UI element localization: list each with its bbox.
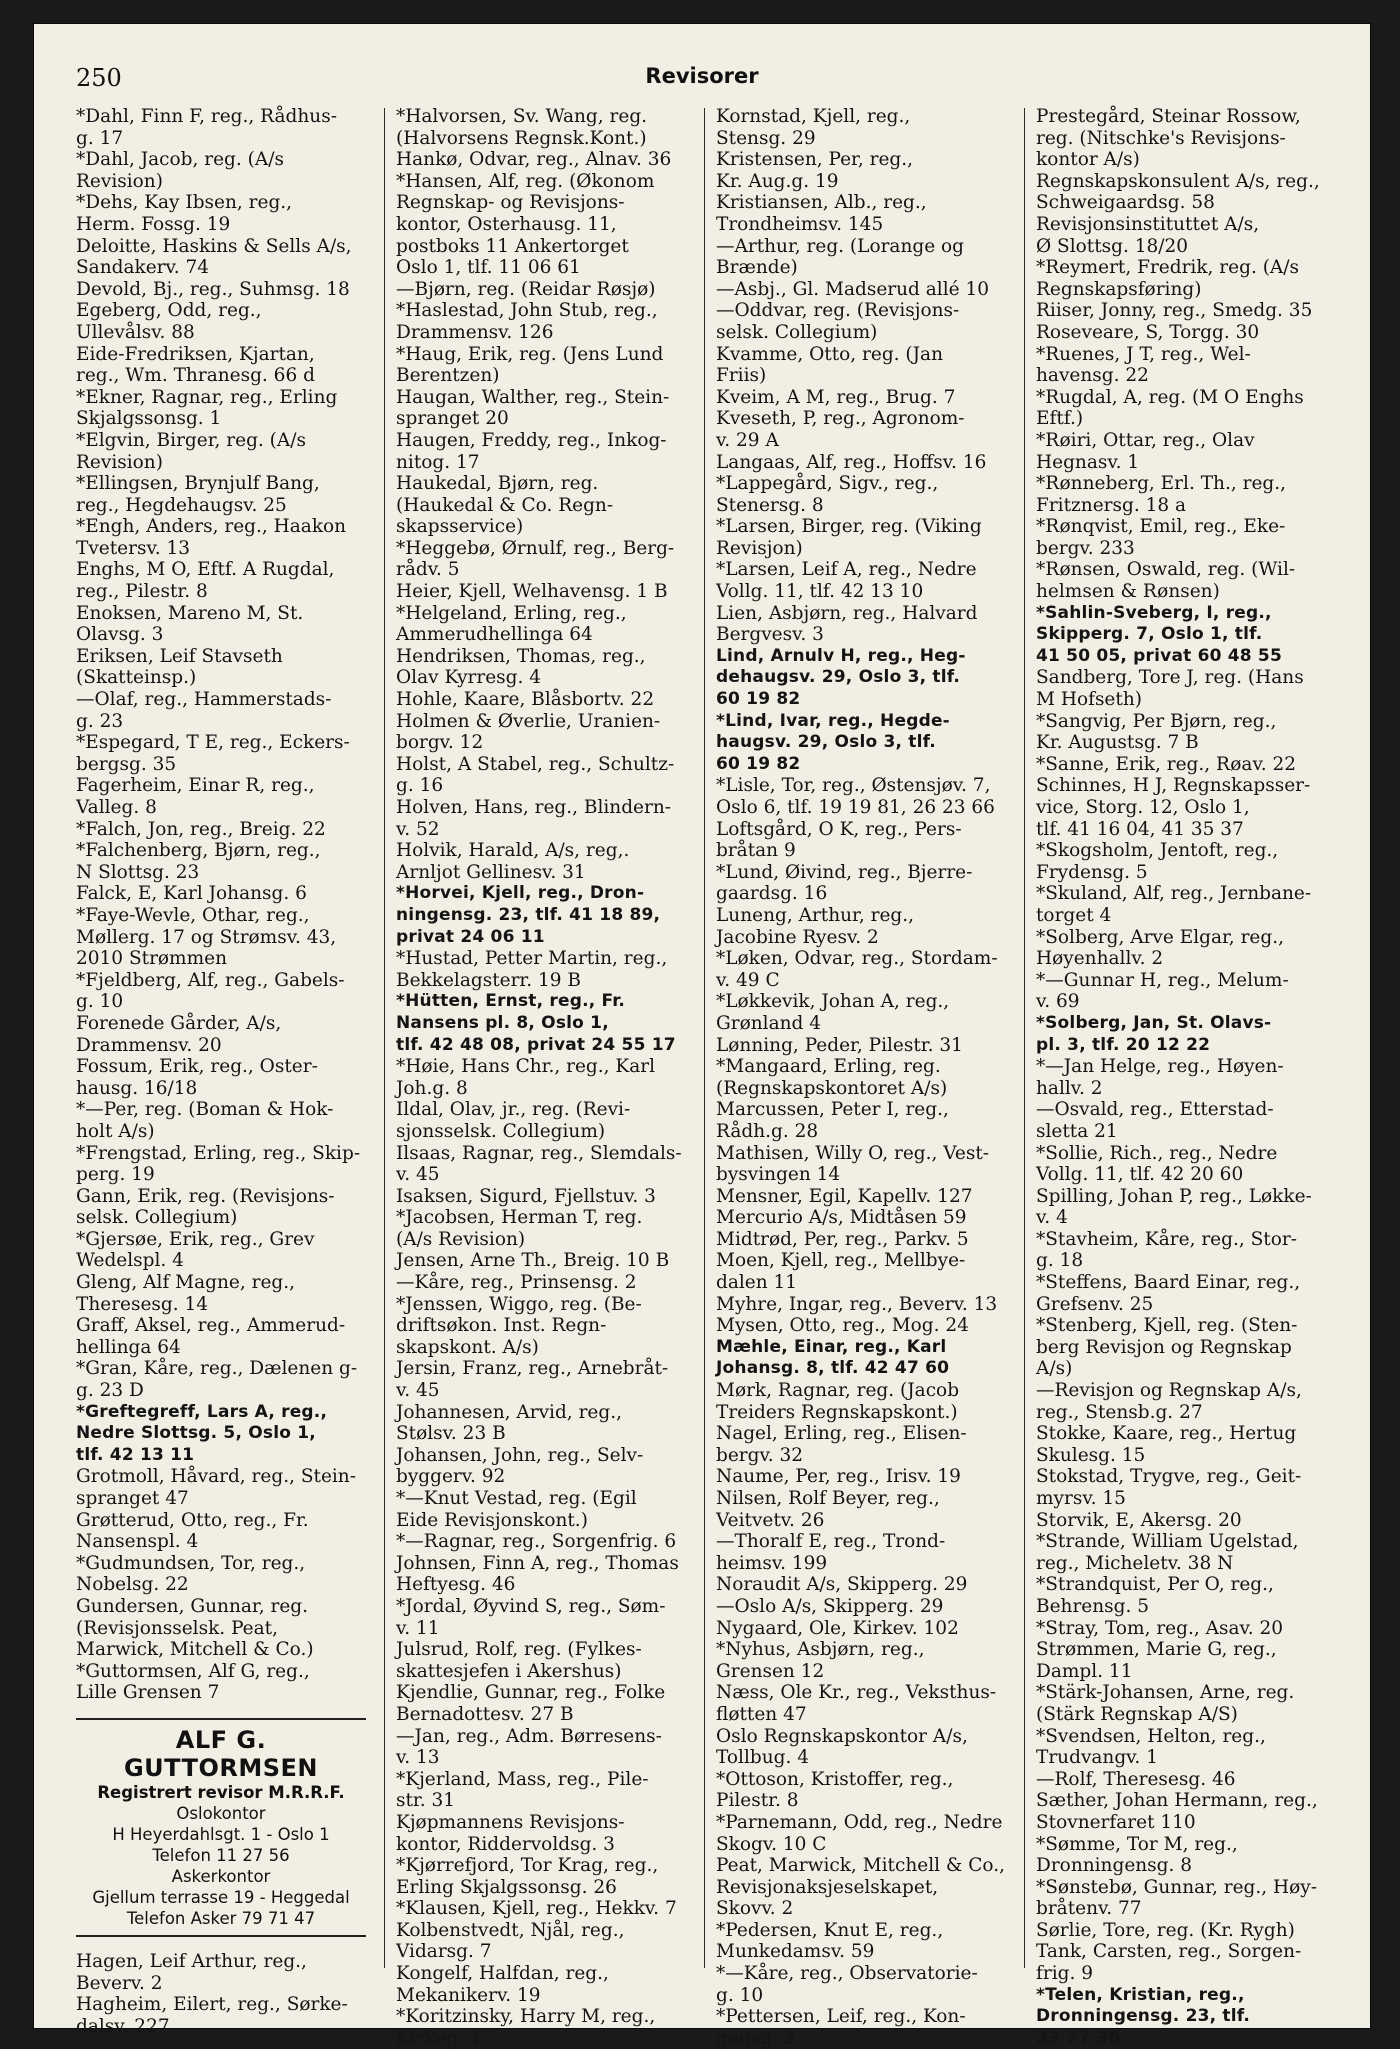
directory-entry: *Høie, Hans Chr., reg., Karl Joh.g. 8 — [396, 1056, 656, 1099]
directory-entry: Spilling, Johan P, reg., Løkke- v. 4 — [1036, 1185, 1312, 1229]
directory-entry: Johannesen, Arvid, reg., Stølsv. 23 B — [396, 1401, 622, 1445]
directory-entry: Luneng, Arthur, reg., Jacobine Ryesv. 2 — [716, 904, 915, 948]
directory-entry: *Svendsen, Helton, reg., Trudvangv. 1 — [1036, 1725, 1266, 1769]
directory-entry: Isaksen, Sigurd, Fjellstuv. 3 — [396, 1185, 656, 1207]
directory-entry: *Stavheim, Kåre, reg., Stor- g. 18 — [1036, 1228, 1297, 1272]
directory-entry: Johansen, John, reg., Selv- byggerv. 92 — [396, 1444, 644, 1488]
directory-entry: *Solberg, Arve Elgar, reg., Høyenhallv. 2 — [1036, 926, 1284, 970]
directory-entry: Graff, Aksel, reg., Ammerud- hellinga 64 — [76, 1315, 346, 1358]
directory-entry: Kornstad, Kjell, reg., Stensg. 29 — [716, 106, 911, 149]
directory-entry: Enghs, M O, Eftf. A Rugdal, reg., Pilestr. 8 — [76, 559, 335, 603]
directory-entry: Roseveare, S, Torgg. 30 — [1036, 321, 1260, 343]
directory-entry: *Gjersøe, Erik, reg., Grev Wedelspl. 4 — [76, 1228, 315, 1272]
directory-entry: Hagen, Leif Arthur, reg., Beverv. 2 — [76, 1950, 307, 1994]
directory-entry: Nilsen, Rolf Beyer, reg., Veitvetv. 26 — [716, 1488, 940, 1531]
directory-entry: *Telen, Kristian, reg., Dronningensg. 23, tlf. 33 77 36 — [1036, 1984, 1251, 2048]
directory-entry: *Lind, Ivar, reg., Hegde- haugsv. 29, Oslo 3, tlf. 60 19 82 — [716, 710, 950, 774]
directory-entry: *Dahl, Finn F, reg., Rådhus- g. 17 — [76, 106, 337, 149]
directory-entry: —Olaf, reg., Hammerstads- g. 23 — [76, 689, 332, 732]
directory-entry: Haukedal, Bjørn, reg. (Haukedal & Co. Regn- skapsservice) — [396, 473, 614, 538]
directory-entry: *—Jan Helge, reg., Høyen- hallv. 2 — [1036, 1056, 1284, 1099]
directory-entry: Mæhle, Einar, reg., Karl Johansg. 8, tlf. 42 47 60 — [716, 1336, 950, 1379]
column-1 — [76, 106, 366, 2037]
directory-entry: *Jordal, Øyvind S, reg., Søm- v. 11 — [396, 1595, 666, 1639]
directory-entry: *Jenssen, Wiggo, reg. (Be- driftsøkon. Inst. Regn- skapskont. A/s) — [396, 1293, 642, 1358]
directory-entry: —Oddvar, reg. (Revisjons- selsk. Collegium) — [716, 300, 960, 343]
directory-entry: *Solberg, Jan, St. Olavs- pl. 3, tlf. 20 12 22 — [1036, 1012, 1272, 1055]
directory-entry: Kvamme, Otto, reg. (Jan Friis) — [716, 343, 944, 387]
directory-entry: Mysen, Otto, reg., Mog. 24 — [716, 1315, 969, 1337]
directory-entry: *—Kåre, reg., Observatorie- g. 10 — [716, 1963, 978, 2006]
directory-entry: Falck, E, Karl Johansg. 6 — [76, 883, 307, 905]
column-4 — [1036, 106, 1326, 2048]
column-divider — [384, 108, 385, 1968]
page-number: 250 — [76, 64, 122, 92]
directory-entry: *Faye-Wevle, Othar, reg., Møllerg. 17 og Strømsv. 43, 2010 Strømmen — [76, 904, 337, 970]
directory-entry: *Heggebø, Ørnulf, reg., Berg- rådv. 5 — [396, 537, 675, 581]
directory-entry: —Osvald, reg., Etterstad- sletta 21 — [1036, 1099, 1274, 1142]
directory-entry: *Steffens, Baard Einar, reg., Grefsenv. 25 — [1036, 1272, 1301, 1315]
directory-entry: Gleng, Alf Magne, reg., Theresesg. 14 — [76, 1272, 296, 1315]
directory-entry: Noraudit A/s, Skipperg. 29 — [716, 1574, 968, 1596]
directory-entry: *—Gunnar H, reg., Melum- v. 69 — [1036, 969, 1289, 1013]
directory-entry: *Stärk-Johansen, Arne, reg. (Stärk Regnskap A/S) — [1036, 1682, 1295, 1725]
directory-entry: Egeberg, Odd, reg., Ullevålsv. 88 — [76, 300, 262, 343]
directory-entry: Deloitte, Haskins & Sells A/s, Sandakerv. 74 — [76, 235, 352, 279]
directory-entry: *Ottoson, Kristoffer, reg., Pilestr. 8 — [716, 1768, 954, 1812]
directory-columns — [76, 106, 1328, 2049]
directory-entry: *Ellingsen, Brynjulf Bang, reg., Hegdehaugsv. 25 — [76, 473, 320, 516]
directory-entry: *Mangaard, Erling, reg. (Regnskapskontoret A/s) — [716, 1056, 948, 1099]
directory-entry: Langaas, Alf, reg., Hoffsv. 16 — [716, 451, 987, 473]
directory-entry: —Oslo A/s, Skipperg. 29 — [716, 1595, 944, 1617]
directory-entry: *Dahl, Jacob, reg. (A/s Revision) — [76, 149, 284, 192]
directory-entry: *Lappegård, Sigv., reg., Stenersg. 8 — [716, 473, 939, 516]
directory-entry: Forenede Gårder, A/s, Drammensv. 20 — [76, 1012, 282, 1056]
column-2-entries — [396, 106, 686, 2049]
advertisement-lines — [76, 1782, 366, 1929]
directory-entry: —Revisjon og Regnskap A/s, reg., Stensb.g. 27 — [1036, 1380, 1302, 1423]
directory-entry: Holst, A Stabel, reg., Schultz- g. 16 — [396, 753, 675, 797]
directory-entry: Regnskapskonsulent A/s, reg., Schweigaardsg. 58 — [1036, 170, 1320, 214]
directory-entry: Stokke, Kaare, reg., Hertug Skulesg. 15 — [1036, 1423, 1297, 1466]
column-3 — [716, 106, 1006, 2049]
advertisement-line: Telefon 11 27 56 — [152, 1845, 290, 1865]
directory-entry: Jensen, Arne Th., Breig. 10 B — [396, 1250, 670, 1272]
directory-entry: Hendriksen, Thomas, reg., Olav Kyrresg. 4 — [396, 645, 646, 689]
directory-entry: Riiser, Jonny, reg., Smedg. 35 — [1036, 300, 1313, 322]
directory-entry: Gundersen, Gunnar, reg. (Revisjonsselsk. Peat, Marwick, Mitchell & Co.) — [76, 1595, 314, 1661]
directory-entry: *Nyhus, Asbjørn, reg., Grensen 12 — [716, 1639, 925, 1682]
directory-entry: Oslo Regnskapskontor A/s, Tollbug. 4 — [716, 1725, 968, 1769]
column-divider — [1024, 108, 1025, 1968]
directory-entry: *Strande, William Ugelstad, reg., Micheletv. 38 N — [1036, 1531, 1299, 1574]
directory-entry: *Greftegreff, Lars A, reg., Nedre Slottsg. 5, Oslo 1, tlf. 42 13 11 — [76, 1401, 328, 1465]
directory-entry: Midtrød, Per, reg., Parkv. 5 — [716, 1228, 969, 1250]
directory-entry: *Stenberg, Kjell, reg. (Sten- berg Revisjon og Regnskap A/s) — [1036, 1315, 1298, 1380]
directory-entry: *Sangvig, Per Bjørn, reg., Kr. Augustsg. 7 B — [1036, 710, 1277, 754]
directory-entry: *Jacobsen, Herman T, reg. (A/s Revision) — [396, 1207, 643, 1250]
section-title: Revisorer — [645, 64, 759, 88]
directory-entry: *Horvei, Kjell, reg., Dron- ningensg. 23, tlf. 41 18 89, privat 24 06 11 — [396, 883, 661, 947]
directory-page — [34, 24, 1370, 2049]
directory-entry: Eriksen, Leif Stavseth (Skatteinsp.) — [76, 645, 283, 689]
directory-entry: —Arthur, reg. (Lorange og Brænde) — [716, 235, 965, 279]
directory-entry: Grøtterud, Otto, reg., Fr. Nansenspl. 4 — [76, 1509, 309, 1553]
directory-entry: Lønning, Peder, Pilestr. 31 — [716, 1034, 963, 1056]
directory-entry: Haugen, Freddy, reg., Inkog- nitog. 17 — [396, 429, 667, 473]
directory-entry: *Løkkevik, Johan A, reg., Grønland 4 — [716, 991, 950, 1034]
directory-entry: Enoksen, Mareno M, St. Olavsg. 3 — [76, 602, 304, 646]
directory-entry: Mathisen, Willy O, reg., Vest- bysvingen 14 — [716, 1142, 990, 1186]
directory-entry: Fagerheim, Einar R, reg., Valleg. 8 — [76, 775, 315, 818]
directory-entry: *Gudmundsen, Tor, reg., Nobelsg. 22 — [76, 1552, 306, 1596]
directory-entry: *Guttormsen, Alf G, reg., Lille Grensen 7 — [76, 1660, 310, 1704]
directory-entry: Sæther, Johan Hermann, reg., Stovnerfaret 110 — [1036, 1790, 1318, 1833]
directory-entry: *Hustad, Petter Martin, reg., Bekkelagsterr. 19 B — [396, 948, 668, 991]
directory-entry: Jersin, Franz, reg., Arnebråt- v. 45 — [396, 1358, 669, 1402]
directory-entry: *—Per, reg. (Boman & Hok- holt A/s) — [76, 1099, 334, 1142]
directory-entry: *Hansen, Alf, reg. (Økonom Regnskap- og Revisjons- kontor, Osterhausg. 11, postboks 11 Ankertorget Oslo 1, tlf. 11 06 61 — [396, 170, 655, 279]
directory-entry: Kveseth, P, reg., Agronom- v. 29 A — [716, 408, 965, 451]
directory-entry: Prestegård, Steinar Rossow, reg. (Nitschke's Revisjons- kontor A/s) — [1036, 106, 1301, 171]
column-divider — [704, 108, 705, 1968]
directory-entry: *Haug, Erik, reg. (Jens Lund Berentzen) — [396, 343, 664, 387]
directory-entry: Mensner, Egil, Kapellv. 127 — [716, 1185, 973, 1207]
directory-entry: *Larsen, Leif A, reg., Nedre Vollg. 11, tlf. 42 13 10 — [716, 559, 977, 603]
directory-entry: Schinnes, H J, Regnskapsser- vice, Storg. 12, Oslo 1, tlf. 41 16 04, 41 35 37 — [1036, 775, 1311, 840]
advertisement-line: Oslokontor — [176, 1803, 266, 1823]
directory-entry: *Lund, Øivind, reg., Bjerre- gaardsg. 16 — [716, 861, 973, 905]
directory-entry: —Bjørn, reg. (Reidar Røsjø) — [396, 278, 656, 300]
directory-entry: *Dehs, Kay Ibsen, reg., Herm. Fossg. 19 — [76, 192, 293, 235]
directory-entry: *Rønqvist, Emil, reg., Eke- bergv. 233 — [1036, 516, 1286, 559]
directory-entry: Ilsaas, Ragnar, reg., Slemdals- v. 45 — [396, 1142, 682, 1186]
directory-entry: Stokstad, Trygve, reg., Geit- myrsv. 15 — [1036, 1466, 1302, 1509]
directory-entry: *Lisle, Tor, reg., Østensjøv. 7, Oslo 6, tlf. 19 19 81, 26 23 66 — [716, 775, 995, 818]
directory-entry: *Klausen, Kjell, reg., Hekkv. 7 — [396, 1898, 677, 1920]
column-4-entries — [1036, 106, 1326, 2049]
directory-entry: *Helgeland, Erling, reg., Ammerudhellinga 64 — [396, 602, 627, 646]
directory-entry: Ildal, Olav, jr., reg. (Revi- sjonsselsk. Collegium) — [396, 1099, 631, 1142]
directory-entry: *Larsen, Birger, reg. (Viking Revisjon) — [716, 516, 982, 559]
directory-entry: *Reymert, Fredrik, reg. (A/s Regnskapsføring) — [1036, 257, 1300, 300]
directory-entry: Grotmoll, Håvard, reg., Stein- spranget 47 — [76, 1466, 356, 1509]
directory-entry: *Sanne, Erik, reg., Røav. 22 — [1036, 753, 1297, 775]
directory-entry: Kolbenstvedt, Njål, reg., Vidarsg. 7 — [396, 1919, 625, 1963]
directory-entry: Kristensen, Per, reg., Kr. Aug.g. 19 — [716, 149, 914, 192]
column-2 — [396, 106, 686, 2049]
directory-entry: Julsrud, Rolf, reg. (Fylkes- skattesjefen i Akershus) — [396, 1639, 642, 1682]
directory-entry: *Sollie, Rich., reg., Nedre Vollg. 11, tlf. 42 20 60 — [1036, 1142, 1278, 1186]
directory-entry: *Skuland, Alf, reg., Jernbane- torget 4 — [1036, 883, 1312, 926]
advertisement-line: H Heyerdahlsgt. 1 - Oslo 1 — [112, 1824, 330, 1844]
directory-entry: *Rugdal, A, reg. (M O Enghs Eftf.) — [1036, 386, 1304, 430]
directory-entry: *Hütten, Ernst, reg., Fr. Nansens pl. 8, Oslo 1, tlf. 42 48 08, privat 24 55 17 — [396, 991, 676, 1055]
directory-entry: Lien, Asbjørn, reg., Halvard Bergvesv. 3 — [716, 602, 978, 646]
directory-entry: Storvik, E, Akersg. 20 — [1036, 1509, 1242, 1531]
advertisement-box — [76, 1718, 366, 1937]
directory-entry: —Kåre, reg., Prinsensg. 2 — [396, 1272, 637, 1294]
directory-entry: Fossum, Erik, reg., Oster- hausg. 16/18 — [76, 1056, 318, 1099]
directory-entry: Nygaard, Ole, Kirkev. 102 — [716, 1617, 959, 1639]
directory-entry: *Kjerland, Mass, reg., Pile- str. 31 — [396, 1768, 649, 1812]
directory-entry: Eide-Fredriksen, Kjartan, reg., Wm. Thranesg. 66 d — [76, 343, 315, 387]
directory-entry: *Halvorsen, Sv. Wang, reg. (Halvorsens Regnsk.Kont.) — [396, 106, 648, 149]
directory-entry: Mørk, Ragnar, reg. (Jacob Treiders Regnskapskont.) — [716, 1380, 960, 1423]
directory-entry: *Pettersen, Leif, reg., Kon- gensg. 2 — [716, 2006, 966, 2049]
directory-entry: *Sahlin-Sveberg, I, reg., Skipperg. 7, Oslo 1, tlf. 41 50 05, privat 60 48 55 — [1036, 602, 1282, 666]
directory-entry: *Røiri, Ottar, reg., Olav Hegnasv. 1 — [1036, 429, 1255, 473]
directory-entry: *Pedersen, Knut E, reg., Munkedamsv. 59 — [716, 1919, 944, 1963]
directory-entry: *Ekner, Ragnar, reg., Erling Skjalgssonsg. 1 — [76, 386, 338, 430]
directory-entry: Holvik, Harald, A/s, reg,. Arnljot Gellinesv. 31 — [396, 840, 630, 883]
directory-entry: Holmen & Øverlie, Uranien- borgv. 12 — [396, 710, 661, 754]
directory-entry: Devold, Bj., reg., Suhmsg. 18 — [76, 278, 350, 300]
directory-entry: Strømmen, Marie G, reg., Dampl. 11 — [1036, 1639, 1277, 1682]
directory-entry: *Falch, Jon, reg., Breig. 22 — [76, 818, 326, 840]
column-1-entries — [76, 106, 366, 1704]
directory-entry: *Frengstad, Erling, reg., Skip- perg. 19 — [76, 1142, 361, 1186]
directory-entry: *Koritzinsky, Harry M, reg., Kirkeg. 15 — [396, 2006, 656, 2049]
directory-entry: Loftsgård, O K, reg., Pers- bråtan 9 — [716, 818, 962, 862]
column-1-entries-after — [76, 1951, 366, 2037]
advertisement-line: Telefon Asker 79 71 47 — [126, 1908, 316, 1928]
directory-entry: Gann, Erik, reg. (Revisjons- selsk. Collegium) — [76, 1185, 335, 1229]
directory-entry: —Jan, reg., Adm. Børresens- v. 13 — [396, 1725, 662, 1769]
column-3-entries — [716, 106, 1006, 2049]
directory-entry: *Strandquist, Per O, reg., Behrensg. 5 — [1036, 1574, 1274, 1617]
directory-entry: Tank, Carsten, reg., Sorgen- frig. 9 — [1036, 1941, 1302, 1985]
directory-entry: Kveim, A M, reg., Brug. 7 — [716, 386, 956, 408]
directory-entry: Kjøpmannens Revisjons- kontor, Riddervoldsg. 3 — [396, 1811, 625, 1855]
directory-entry: —Asbj., Gl. Madserud allé 10 — [716, 278, 990, 300]
directory-entry: Hagheim, Eilert, reg., Sørke- dalsv. 227 — [76, 1994, 348, 2037]
directory-entry: Næss, Ole Kr., reg., Veksthus- fløtten 47 — [716, 1682, 997, 1725]
directory-entry: Hohle, Kaare, Blåsbortv. 22 — [396, 689, 655, 711]
directory-entry: *Rønneberg, Erl. Th., reg., Fritznersg. 18 a — [1036, 473, 1286, 516]
directory-entry: Kjendlie, Gunnar, reg., Folke Bernadottesv. 27 B — [396, 1682, 666, 1725]
directory-entry: Johnsen, Finn A, reg., Thomas Heftyesg. 46 — [396, 1552, 679, 1596]
directory-entry: Nagel, Erling, reg., Elisen- bergv. 32 — [716, 1423, 967, 1466]
advertisement-line: Askerkontor — [171, 1866, 271, 1886]
directory-entry: *Kjørrefjord, Tor Krag, reg., Erling Skjalgssonsg. 26 — [396, 1855, 659, 1898]
directory-entry: Peat, Marwick, Mitchell & Co., Revisjonaksjeselskapet, Skovv. 2 — [716, 1855, 1005, 1920]
directory-entry: *Ruenes, J T, reg., Wel- havensg. 22 — [1036, 343, 1251, 387]
directory-entry: Sandberg, Tore J, reg. (Hans M Hofseth) — [1036, 667, 1304, 711]
directory-entry: Heier, Kjell, Welhavensg. 1 B — [396, 581, 668, 603]
directory-entry: *Haslestad, John Stub, reg., Drammensv. 126 — [396, 300, 658, 343]
directory-entry: Myhre, Ingar, reg., Beverv. 13 — [716, 1293, 998, 1315]
directory-entry: Moen, Kjell, reg., Mellbye- dalen 11 — [716, 1250, 966, 1294]
directory-entry: *Gran, Kåre, reg., Dælenen g- g. 23 D — [76, 1358, 358, 1402]
directory-entry: *Sømme, Tor M, reg., Dronningensg. 8 — [1036, 1833, 1238, 1877]
directory-entry: —Rolf, Theresesg. 46 — [1036, 1768, 1236, 1790]
directory-entry: Holven, Hans, reg., Blindern- v. 52 — [396, 797, 672, 840]
directory-entry: *Espegard, T E, reg., Eckers- bergsg. 35 — [76, 732, 350, 775]
directory-entry: *Stray, Tom, reg., Asav. 20 — [1036, 1617, 1284, 1639]
advertisement-line: Gjellum terrasse 19 - Heggedal — [92, 1887, 350, 1907]
advertisement-line: Registrert revisor M.R.R.F. — [97, 1782, 345, 1802]
directory-entry: Lind, Arnulv H, reg., Heg- dehaugsv. 29, Oslo 3, tlf. 60 19 82 — [716, 645, 966, 710]
directory-entry: Mercurio A/s, Midtåsen 59 — [716, 1207, 967, 1229]
directory-entry: Sørlie, Tore, reg. (Kr. Rygh) — [1036, 1919, 1295, 1941]
advertisement-name: ALF G. GUTTORMSEN — [123, 1725, 318, 1782]
directory-entry: Kristiansen, Alb., reg., Trondheimsv. 145 — [716, 192, 927, 235]
directory-entry: Naume, Per, reg., Irisv. 19 — [716, 1466, 961, 1488]
directory-entry: *Løken, Odvar, reg., Stordam- v. 49 C — [716, 948, 998, 991]
directory-entry: Hankø, Odvar, reg., Alnav. 36 — [396, 149, 672, 171]
directory-entry: Kongelf, Halfdan, reg., Mekanikerv. 19 — [396, 1963, 609, 2006]
directory-entry: *Rønsen, Oswald, reg. (Wil- helmsen & Rønsen) — [1036, 559, 1296, 603]
directory-entry: *Parnemann, Odd, reg., Nedre Skogv. 10 C — [716, 1811, 1003, 1855]
directory-entry: *Elgvin, Birger, reg. (A/s Revision) — [76, 429, 306, 473]
page-header — [76, 64, 1328, 100]
directory-entry: Revisjonsinstituttet A/s, Ø Slottsg. 18/20 — [1036, 213, 1260, 257]
directory-entry: *Engh, Anders, reg., Haakon Tvetersv. 13 — [76, 516, 347, 559]
directory-entry: Marcussen, Peter I, reg., Rådh.g. 28 — [716, 1099, 949, 1142]
directory-entry: Haugan, Walther, reg., Stein- spranget 20 — [396, 386, 670, 430]
directory-entry: *—Ragnar, reg., Sorgenfrig. 6 — [396, 1531, 677, 1553]
directory-entry: *Falchenberg, Bjørn, reg., N Slottsg. 23 — [76, 840, 321, 883]
directory-entry: *Sønstebø, Gunnar, reg., Høy- bråtenv. 77 — [1036, 1876, 1317, 1920]
directory-entry: *Fjeldberg, Alf, reg., Gabels- g. 10 — [76, 969, 345, 1013]
directory-entry: *—Knut Vestad, reg. (Egil Eide Revisjonskont.) — [396, 1488, 637, 1531]
directory-entry: —Thoralf E, reg., Trond- heimsv. 199 — [716, 1531, 946, 1574]
directory-entry: *Skogsholm, Jentoft, reg., Frydensg. 5 — [1036, 840, 1279, 883]
